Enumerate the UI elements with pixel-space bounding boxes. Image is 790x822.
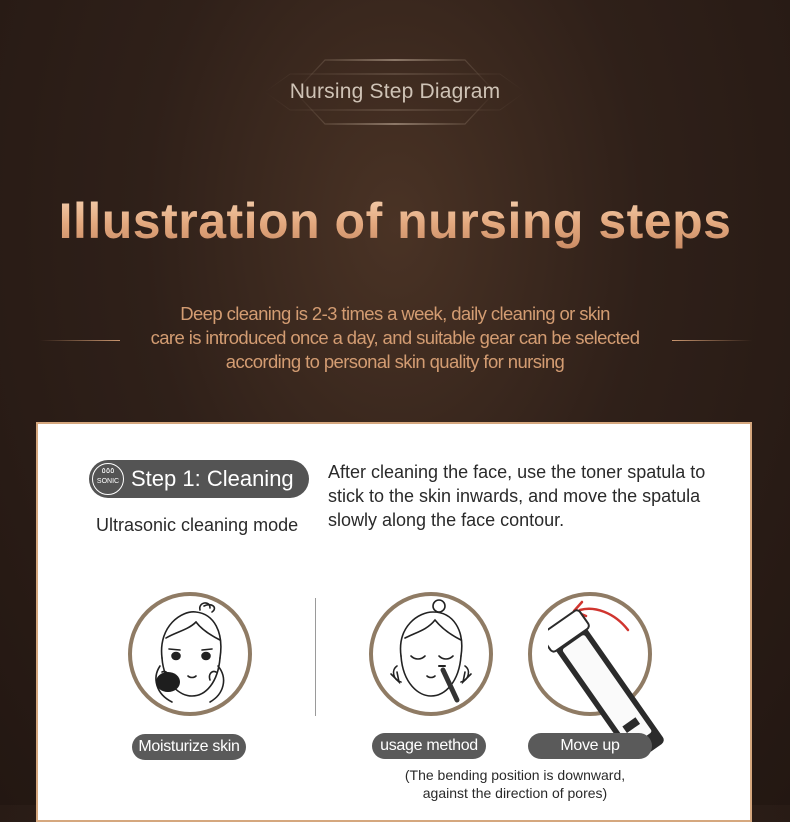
water-drops-icon: ٥٥٥ bbox=[101, 466, 115, 475]
vertical-divider bbox=[315, 598, 316, 716]
move-up-label: Move up bbox=[528, 733, 652, 759]
moisturize-label: Moisturize skin bbox=[132, 734, 246, 760]
usage-method-label: usage method bbox=[372, 733, 486, 759]
mode-label: Ultrasonic cleaning mode bbox=[96, 515, 299, 535]
face-usage-illustration bbox=[369, 592, 493, 716]
intro-text bbox=[130, 302, 660, 374]
direction-note bbox=[370, 766, 660, 802]
badge-title: Nursing Step Diagram bbox=[289, 80, 501, 103]
note-line: against the direction of pores) bbox=[422, 785, 608, 801]
face-moisturize-illustration bbox=[128, 592, 252, 716]
intro-line: care is introduced once a day, and suitable gear can be selected bbox=[150, 327, 640, 348]
beauty-device-icon bbox=[548, 585, 708, 755]
note-line: (The bending position is downward, bbox=[404, 767, 626, 783]
intro-line: according to personal skin quality for nursing bbox=[225, 351, 565, 372]
header-badge bbox=[250, 52, 540, 132]
step-instruction: After cleaning the face, use the toner spatula to stick to the skin inwards, and move the spatula slowly along the face contour. bbox=[328, 462, 706, 530]
step-label: Step 1: Cleaning bbox=[131, 466, 294, 491]
intro-line: Deep cleaning is 2-3 times a week, daily cleaning or skin bbox=[180, 303, 610, 324]
divider-left bbox=[40, 340, 120, 341]
divider-right bbox=[672, 340, 752, 341]
page-title: Illustration of nursing steps bbox=[0, 192, 790, 250]
sonic-icon-label: SONIC bbox=[96, 478, 120, 485]
